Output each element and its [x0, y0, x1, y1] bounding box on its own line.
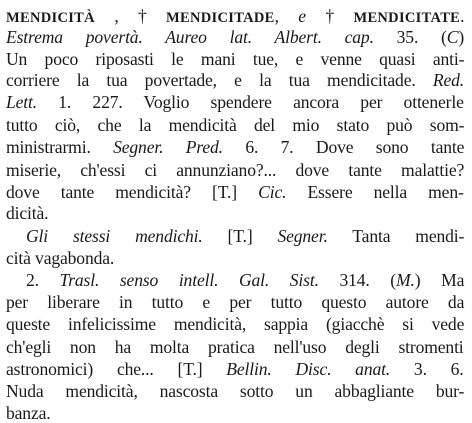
text-run: banza.: [6, 403, 51, 423]
headword: MENDICITADE: [166, 10, 275, 26]
text-run: 314. (: [318, 270, 396, 290]
text-run: T.: [183, 359, 197, 379]
text-run: Nuda mendicità, nascosta sotto un abbagliante bur-: [6, 381, 465, 401]
text-run: , †: [94, 6, 167, 26]
entry-line: [6, 70, 464, 90]
entry-line: [6, 292, 464, 312]
text-run: ]: [196, 359, 227, 379]
italic-text: Segner.: [277, 226, 328, 246]
text-run: 6. 7. Dove sono tante: [222, 137, 465, 157]
text-run: astronomici) che... [: [6, 359, 184, 379]
text-run: .: [460, 6, 465, 26]
entry-line: [26, 270, 464, 290]
text-run: ]: [246, 226, 278, 246]
text-run: 3. 6.: [390, 359, 464, 379]
entry-line: [6, 381, 464, 401]
text-run: 1. 227. Voglio spendere ancora per ottenerle: [37, 92, 464, 112]
text-run: [: [202, 226, 234, 246]
entry-line: [26, 226, 464, 246]
entry-line: [6, 160, 464, 180]
italic-text: Cic.: [258, 182, 287, 202]
italic-text: Trasl. senso intell. Gal. Sist.: [59, 270, 319, 290]
italic-text: Gli stessi mendichi.: [26, 226, 203, 246]
entry-line: [6, 248, 114, 268]
text-run: Un poco riposasti le mani tue, e venne quasi anti-: [6, 49, 465, 69]
text-run: †: [305, 6, 354, 26]
headword: MENDICITÀ: [6, 10, 95, 26]
text-run: ]: [231, 182, 259, 202]
text-run: Tanta mendi-: [327, 226, 465, 246]
entry-line: [6, 49, 464, 69]
text-run: 2.: [26, 270, 60, 290]
italic-text: C: [446, 27, 459, 47]
italic-text: Red.: [432, 70, 465, 90]
italic-text: e: [298, 6, 306, 26]
text-run: miserie, ch'essi ci annunziano?... dove tante malattie?: [6, 160, 465, 180]
entry-line: [6, 115, 464, 135]
italic-text: M.: [395, 270, 415, 290]
entry-line: [6, 182, 464, 202]
text-run: T.: [217, 182, 232, 202]
entry-line: [6, 337, 464, 357]
italic-text: Estrema povertà. Aureo lat. Albert. cap.: [6, 27, 374, 47]
text-run: corriere la tua povertade, e la tua mendicitade.: [6, 70, 433, 90]
text-run: ) Ma: [414, 270, 465, 290]
headword-line: [6, 6, 464, 26]
headword: MENDICITATE: [353, 10, 461, 26]
entry-line: [6, 137, 464, 157]
text-run: tutto ciò, che la mendicità del mio stato può som-: [6, 115, 465, 135]
italic-text: Segner. Pred.: [113, 137, 223, 157]
text-run: ): [458, 27, 465, 47]
entry-line: [6, 92, 464, 112]
text-run: Essere nella men-: [286, 182, 464, 202]
entry-line: [6, 27, 464, 47]
text-run: ministrarmi.: [6, 137, 114, 157]
text-run: cità vagabonda.: [6, 248, 115, 268]
text-run: per liberare in tutto e per tutto questo autore da: [6, 292, 465, 312]
text-run: dove tante mendicità? [: [6, 182, 218, 202]
text-run: 35. (: [373, 27, 447, 47]
text-run: queste infelicissime mendicità, sappia (giacchè si vede: [6, 314, 465, 334]
italic-text: Lett.: [6, 92, 38, 112]
text-run: ch'egli non ha molta pratica nell'uso degli stromenti: [6, 337, 464, 357]
entry-line: [6, 314, 464, 334]
italic-text: Bellin. Disc. anat.: [226, 359, 391, 379]
entry-line: [6, 359, 464, 379]
text-run: dicità.: [6, 203, 49, 223]
text-run: ,: [274, 6, 299, 26]
entry-line: [6, 403, 51, 423]
entry-line: [6, 203, 48, 223]
text-run: T.: [233, 226, 247, 246]
